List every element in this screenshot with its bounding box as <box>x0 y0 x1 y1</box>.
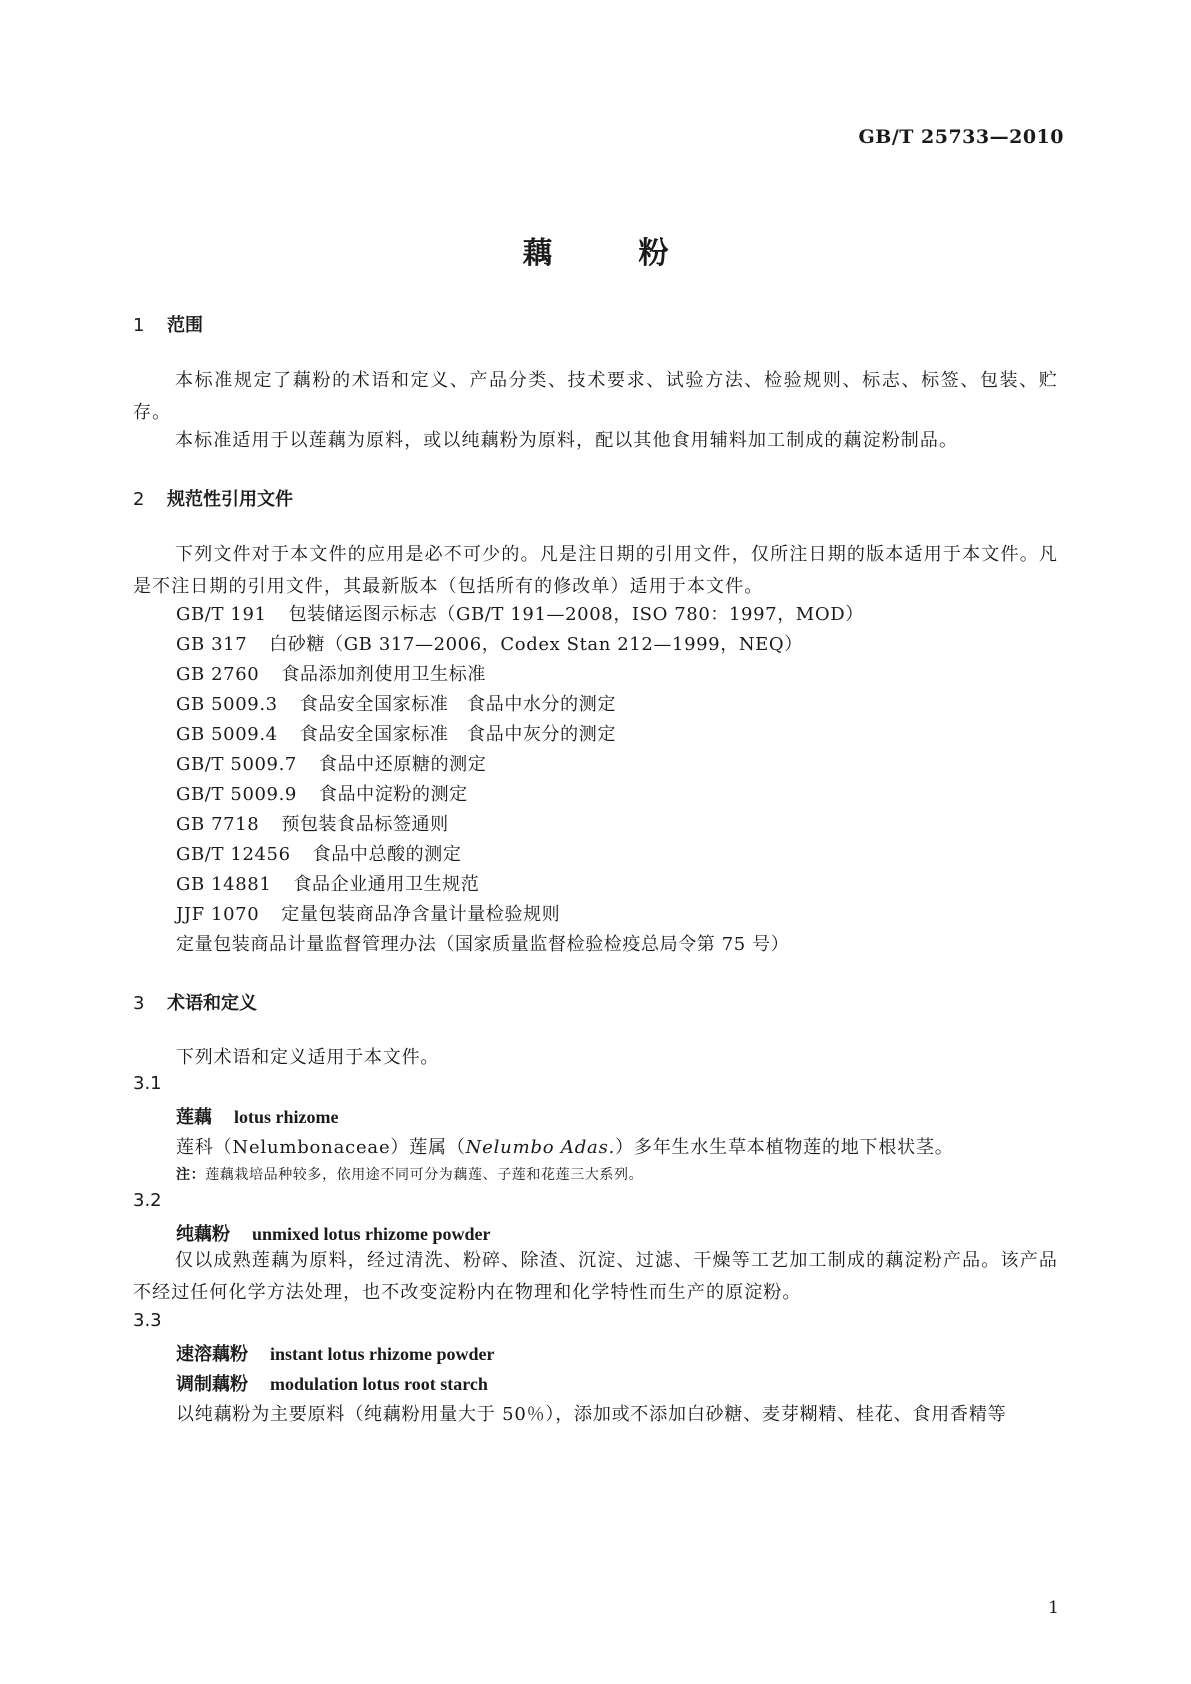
page-number: 1 <box>1048 1598 1059 1618</box>
section-2-heading <box>133 485 293 511</box>
section-number: 1 <box>133 315 145 336</box>
section-title: 规范性引用文件 <box>167 489 293 510</box>
latin-name: Nelumbo Adas. <box>465 1137 616 1158</box>
term-heading <box>176 1220 491 1246</box>
reference-code: GB/T 191 <box>176 604 267 625</box>
title-char-1: 藕 <box>522 236 553 271</box>
reference-code: GB 317 <box>176 634 248 655</box>
reference-code: GB 14881 <box>176 874 272 895</box>
definition-text: 莲科（Nelumbonaceae）莲属（ <box>176 1137 466 1158</box>
term-en: instant lotus rhizome powder <box>270 1344 495 1364</box>
document-title <box>0 228 1191 272</box>
reference-item <box>176 660 486 686</box>
paragraph: 本标准适用于以莲藕为原料，或以纯藕粉为原料，配以其他食用辅料加工制成的藕淀粉制品。 <box>175 430 959 451</box>
term-zh: 调制藕粉 <box>176 1374 248 1395</box>
reference-item <box>176 840 461 866</box>
definition-text: ）多年生水生草本植物莲的地下根状茎。 <box>615 1137 954 1158</box>
term-heading <box>176 1340 495 1366</box>
reference-title: 定量包装商品净含量计量检验规则 <box>281 904 561 925</box>
paragraph: 本标准规定了藕粉的术语和定义、产品分类、技术要求、试验方法、检验规则、标志、标签、包装、贮存。 <box>133 370 1058 423</box>
term-number: 3.2 <box>133 1190 162 1211</box>
term-en: modulation lotus root starch <box>270 1374 488 1394</box>
term-definition: 仅以成熟莲藕为原料，经过清洗、粉碎、除渣、沉淀、过滤、干燥等工艺加工制成的藕淀粉产品。该产品不经过任何化学方法处理，也不改变淀粉内在物理和化学特性而生产的原淀粉。 <box>133 1250 1058 1303</box>
reference-title: 包装储运图示标志（GB/T 191—2008，ISO 780：1997，MOD） <box>288 604 864 625</box>
reference-code: GB/T 5009.9 <box>176 784 297 805</box>
reference-code: GB/T 12456 <box>176 844 291 865</box>
reference-item <box>176 630 803 656</box>
reference-title: 白砂糖（GB 317—2006，Codex Stan 212—1999，NEQ） <box>269 634 803 655</box>
term-definition: 以纯藕粉为主要原料（纯藕粉用量大于 50％），添加或不添加白砂糖、麦芽糊精、桂花、食用香精等 <box>176 1404 1007 1425</box>
term-heading <box>176 1103 338 1129</box>
reference-item <box>176 600 864 626</box>
term-heading <box>176 1370 488 1396</box>
reference-item: 定量包装商品计量监督管理办法（国家质量监督检验检疫总局令第 75 号） <box>176 934 790 955</box>
reference-code: GB/T 5009.7 <box>176 754 297 775</box>
term-en: lotus rhizome <box>234 1107 339 1127</box>
reference-item <box>176 690 616 716</box>
note-text: 莲藕栽培品种较多，依用途不同可分为藕莲、子莲和花莲三大系列。 <box>205 1167 644 1183</box>
reference-item <box>176 720 616 746</box>
reference-title: 食品企业通用卫生规范 <box>293 874 480 895</box>
reference-title: 食品中还原糖的测定 <box>318 754 487 775</box>
term-zh: 纯藕粉 <box>176 1224 230 1245</box>
reference-code: GB 7718 <box>176 814 260 835</box>
reference-item <box>176 810 449 836</box>
reference-title: 食品安全国家标准 食品中水分的测定 <box>299 694 616 715</box>
section-number: 3 <box>133 993 145 1014</box>
reference-title: 预包装食品标签通则 <box>281 814 449 835</box>
term-en: unmixed lotus rhizome powder <box>252 1224 491 1244</box>
term-number: 3.1 <box>133 1073 162 1094</box>
term-zh: 莲藕 <box>176 1107 212 1128</box>
reference-title: 食品中总酸的测定 <box>312 844 462 865</box>
reference-code: JJF 1070 <box>176 904 260 925</box>
reference-code: GB 2760 <box>176 664 260 685</box>
section-title: 术语和定义 <box>167 993 257 1014</box>
section-3-heading <box>133 989 257 1015</box>
standard-code: GB/T 25733—2010 <box>858 126 1064 148</box>
term-definition <box>176 1133 954 1159</box>
note-label: 注： <box>176 1167 206 1183</box>
section-1-heading <box>133 311 203 337</box>
reference-item <box>176 870 479 896</box>
reference-title: 食品中淀粉的测定 <box>318 784 468 805</box>
reference-code: GB 5009.3 <box>176 694 278 715</box>
section-number: 2 <box>133 489 145 510</box>
term-note <box>176 1164 643 1184</box>
reference-item <box>176 750 486 776</box>
paragraph: 下列文件对于本文件的应用是必不可少的。凡是注日期的引用文件，仅所注日期的版本适用于本文件。凡是不注日期的引用文件，其最新版本（包括所有的修改单）适用于本文件。 <box>133 544 1058 597</box>
reference-item <box>176 900 560 926</box>
reference-title: 食品添加剂使用卫生标准 <box>281 664 486 685</box>
paragraph: 下列术语和定义适用于本文件。 <box>176 1047 440 1068</box>
reference-item <box>176 780 468 806</box>
title-char-2: 粉 <box>638 236 669 271</box>
reference-code: GB 5009.4 <box>176 724 278 745</box>
term-number: 3.3 <box>133 1310 162 1331</box>
section-title: 范围 <box>167 315 203 336</box>
term-zh: 速溶藕粉 <box>176 1344 248 1365</box>
reference-title: 食品安全国家标准 食品中灰分的测定 <box>299 724 616 745</box>
